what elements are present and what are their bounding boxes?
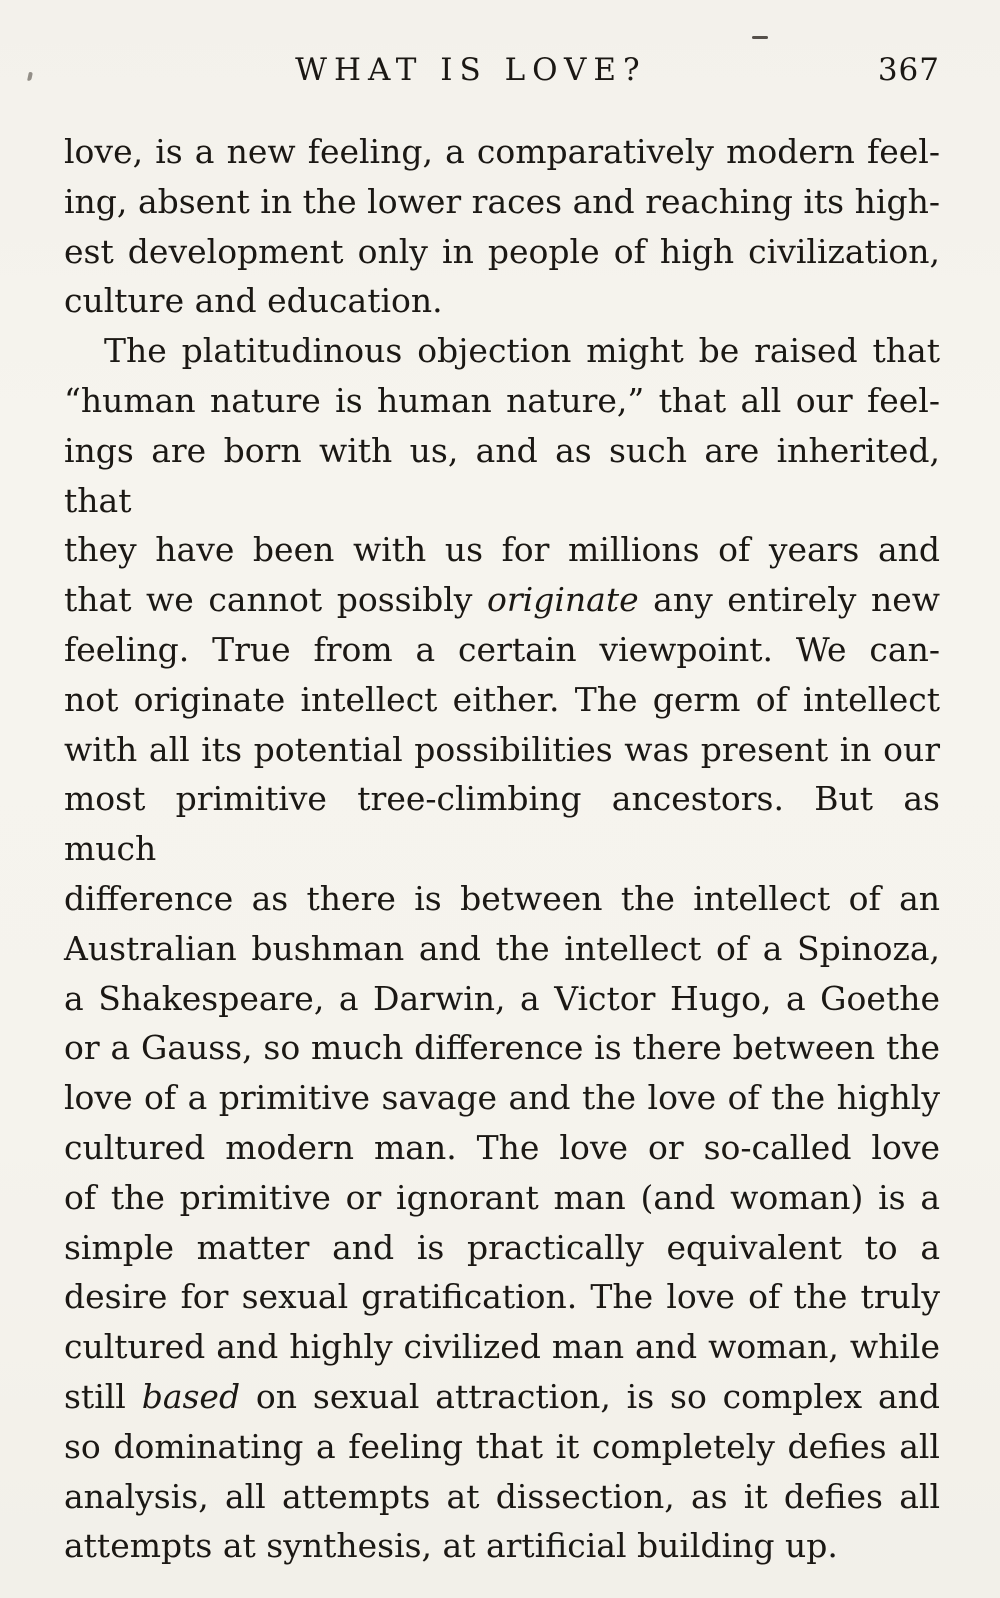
text-segment: ing, absent in the lower races and reaching its high- xyxy=(64,181,940,221)
text-segment: culture and education. xyxy=(64,281,443,321)
text-segment: on sexual attraction, is so complex and xyxy=(240,1376,940,1416)
text-line xyxy=(64,725,940,775)
text-segment: not originate intellect either. The germ of intellect xyxy=(64,679,940,719)
text-line xyxy=(64,575,940,625)
text-segment: still xyxy=(64,1376,142,1416)
emphasized-text: based xyxy=(141,1376,241,1416)
text-segment: any entirely new xyxy=(638,580,940,620)
text-line xyxy=(64,625,940,675)
text-segment: ings are born with us, and as such are inherited, that xyxy=(64,430,940,520)
text-line xyxy=(64,1422,940,1472)
text-segment: a Shakespeare, a Darwin, a Victor Hugo, a Goethe xyxy=(64,978,940,1018)
text-segment: analysis, all attempts at dissection, as it defies all xyxy=(64,1476,940,1516)
text-line xyxy=(64,924,940,974)
text-segment: feeling. True from a certain viewpoint. We can- xyxy=(64,629,940,669)
text-segment: of the primitive or ignorant man (and woman) is a xyxy=(64,1177,940,1217)
text-segment: difference as there is between the intellect of an xyxy=(64,878,940,918)
text-segment: cultured and highly civilized man and woman, while xyxy=(64,1327,940,1367)
text-segment: The platitudinous objection might be raised that xyxy=(104,331,940,371)
page-title: WHAT IS LOVE? xyxy=(295,52,647,88)
text-line xyxy=(64,276,940,326)
text-line xyxy=(64,1023,940,1073)
text-segment: est development only in people of high civilization, xyxy=(64,231,940,271)
page-number: 367 xyxy=(877,52,940,88)
text-line xyxy=(64,1322,940,1372)
text-line xyxy=(64,177,940,227)
text-segment: cultured modern man. The love or so-called love xyxy=(64,1127,940,1167)
text-line xyxy=(64,1472,940,1522)
text-line xyxy=(64,376,940,426)
text-line xyxy=(64,974,940,1024)
text-line xyxy=(64,1521,940,1571)
text-line xyxy=(64,1123,940,1173)
text-line xyxy=(64,426,940,526)
scan-artifact-speck xyxy=(27,72,33,82)
text-segment: most primitive tree-climbing ancestors. But as much xyxy=(64,779,940,869)
text-line xyxy=(64,1073,940,1123)
text-segment: love, is a new feeling, a comparatively modern feel- xyxy=(64,132,940,171)
text-line xyxy=(64,227,940,277)
text-segment: they have been with us for millions of years and xyxy=(64,530,940,570)
text-line xyxy=(64,1272,940,1322)
text-line xyxy=(64,1173,940,1223)
text-segment: desire for sexual gratification. The love of the truly xyxy=(64,1277,940,1317)
text-line xyxy=(64,874,940,924)
text-segment: so dominating a feeling that it completely defies all xyxy=(64,1426,940,1466)
text-segment: love of a primitive savage and the love of the highly xyxy=(64,1078,940,1118)
text-line xyxy=(64,1223,940,1273)
text-segment: simple matter and is practically equivalent to a xyxy=(64,1227,940,1267)
text-line xyxy=(64,525,940,575)
scan-artifact-dash xyxy=(752,36,768,39)
text-line xyxy=(64,675,940,725)
text-line xyxy=(64,1372,940,1422)
text-segment: attempts at synthesis, at artificial building up. xyxy=(64,1526,838,1566)
text-segment: with all its potential possibilities was present in our xyxy=(64,729,940,769)
text-segment: “human nature is human nature,” that all our feel- xyxy=(64,380,940,420)
running-head xyxy=(64,52,940,88)
text-segment: that we cannot possibly xyxy=(64,580,488,620)
body-text xyxy=(64,127,940,1571)
text-line xyxy=(64,326,940,376)
emphasized-text: originate xyxy=(487,580,639,620)
text-line xyxy=(64,127,940,177)
text-line xyxy=(64,774,940,874)
text-segment: or a Gauss, so much difference is there between the xyxy=(64,1028,940,1068)
text-segment: Australian bushman and the intellect of a Spinoza, xyxy=(64,928,940,968)
